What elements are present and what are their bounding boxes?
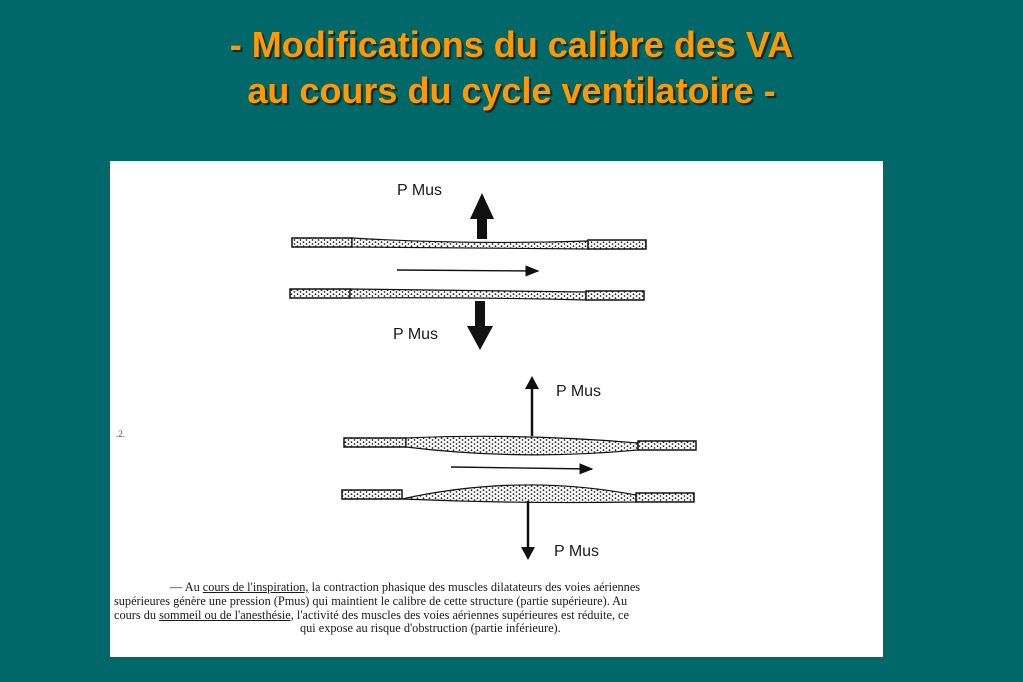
bottom-airflow-arrow [451,467,592,469]
top-lower-right-block [586,291,644,300]
top-lower-wall [350,289,586,300]
caption-line-4: qui expose au risque d'obstruction (partie inférieure). [300,621,561,636]
title-line-2: au cours du cycle ventilatoire - [247,70,776,111]
figure-caption [114,581,876,636]
caption-line-1: — Au cours de l'inspiration, la contraction phasique des muscles dilatateurs des voies aériennes [170,580,641,594]
top-upper-wall [352,238,588,249]
caption-line-2: supérieures génère une pression (Pmus) qui maintient le calibre de cette structure (partie supérieure). Au [114,593,628,608]
top-airway [290,193,646,350]
top-airflow-arrow [397,270,538,271]
bottom-label-up: P Mus [556,383,602,400]
top-lower-left-block [290,289,350,298]
title-line-1: - Modifications du calibre des VA [229,24,794,65]
bottom-upper-wall [406,436,638,455]
top-up-arrow [470,193,494,239]
bottom-upper-right-block [638,441,696,450]
top-label-up: P Mus [397,182,443,199]
top-upper-left-block [292,238,352,247]
airway-figure [110,161,883,657]
bottom-lower-wall [402,485,636,503]
slide-title [0,22,1023,114]
bottom-airway [342,376,696,560]
top-label-down: P Mus [393,326,439,343]
scan-mark: .2. [116,429,125,439]
bottom-lower-left-block [342,490,402,499]
top-down-arrow [467,301,493,350]
top-upper-right-block [588,240,646,249]
caption-line-3: cours du sommeil ou de l'anesthésie, l'activité des muscles des voies aériennes supérieures est réduite, ce [114,607,629,622]
bottom-label-down: P Mus [554,543,600,560]
bottom-lower-right-block [636,493,694,502]
bottom-upper-left-block [344,438,406,447]
